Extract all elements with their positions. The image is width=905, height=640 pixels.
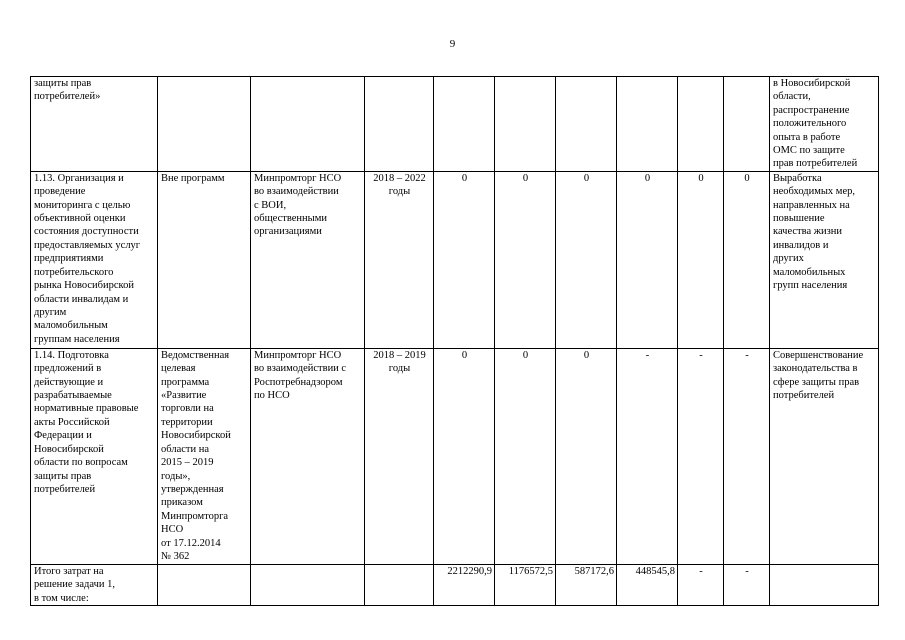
- table-row: [31, 77, 879, 172]
- value-cell: -: [724, 348, 770, 564]
- value-cell: 0: [434, 348, 495, 564]
- total-value-cell: -: [678, 564, 724, 605]
- value-cell: [617, 77, 678, 172]
- program-cell: [158, 564, 251, 605]
- value-cell: -: [678, 348, 724, 564]
- value-cell: -: [617, 348, 678, 564]
- executor-cell: [251, 564, 365, 605]
- value-cell: 0: [724, 171, 770, 348]
- total-label-cell: Итого затрат на решение задачи 1, в том числе:: [31, 564, 158, 605]
- total-value-cell: 1176572,5: [495, 564, 556, 605]
- executor-cell: [251, 77, 365, 172]
- result-cell: [770, 564, 879, 605]
- total-value-cell: 2212290,9: [434, 564, 495, 605]
- executor-cell: Минпромторг НСО во взаимодействии с ВОИ, общественными организациями: [251, 171, 365, 348]
- total-value-cell: -: [724, 564, 770, 605]
- value-cell: [724, 77, 770, 172]
- value-cell: 0: [556, 348, 617, 564]
- result-cell: в Новосибирской области, распространение положительного опыта в работе ОМС по защите прав потребителей: [770, 77, 879, 172]
- value-cell: 0: [495, 348, 556, 564]
- executor-cell: Минпромторг НСО во взаимодействии с Роспотребнадзором по НСО: [251, 348, 365, 564]
- table-row: [31, 171, 879, 348]
- total-value-cell: 448545,8: [617, 564, 678, 605]
- value-cell: [495, 77, 556, 172]
- period-cell: [365, 564, 434, 605]
- value-cell: 0: [678, 171, 724, 348]
- task-cell: 1.13. Организация и проведение мониторинга с целью объективной оценки состояния доступности предоставляемых услуг предприятиями потребительского рынка Новосибирской области инвалидам и другим маломобильным группам населения: [31, 171, 158, 348]
- value-cell: 0: [495, 171, 556, 348]
- total-value-cell: 587172,6: [556, 564, 617, 605]
- program-cell: Вне программ: [158, 171, 251, 348]
- table-row: [31, 564, 879, 605]
- value-cell: [556, 77, 617, 172]
- task-cell: защиты прав потребителей»: [31, 77, 158, 172]
- program-cell: [158, 77, 251, 172]
- value-cell: 0: [617, 171, 678, 348]
- program-cell: Ведомственная целевая программа «Развитие торговли на территории Новосибирской области на 2015 – 2019 годы», утвержденная приказом Минпромторга НСО от 17.12.2014 № 362: [158, 348, 251, 564]
- result-cell: Совершенствование законодательства в сфере защиты прав потребителей: [770, 348, 879, 564]
- table-row: [31, 348, 879, 564]
- period-cell: 2018 – 2022 годы: [365, 171, 434, 348]
- page-number: 9: [449, 38, 456, 50]
- value-cell: [678, 77, 724, 172]
- value-cell: 0: [434, 171, 495, 348]
- value-cell: 0: [556, 171, 617, 348]
- period-cell: 2018 – 2019 годы: [365, 348, 434, 564]
- result-cell: Выработка необходимых мер, направленных на повышение качества жизни инвалидов и других маломобильных групп населения: [770, 171, 879, 348]
- period-cell: [365, 77, 434, 172]
- measures-table: [30, 76, 879, 606]
- task-cell: 1.14. Подготовка предложений в действующие и разрабатываемые нормативные правовые акты Российской Федерации и Новосибирской области по вопросам защиты прав потребителей: [31, 348, 158, 564]
- value-cell: [434, 77, 495, 172]
